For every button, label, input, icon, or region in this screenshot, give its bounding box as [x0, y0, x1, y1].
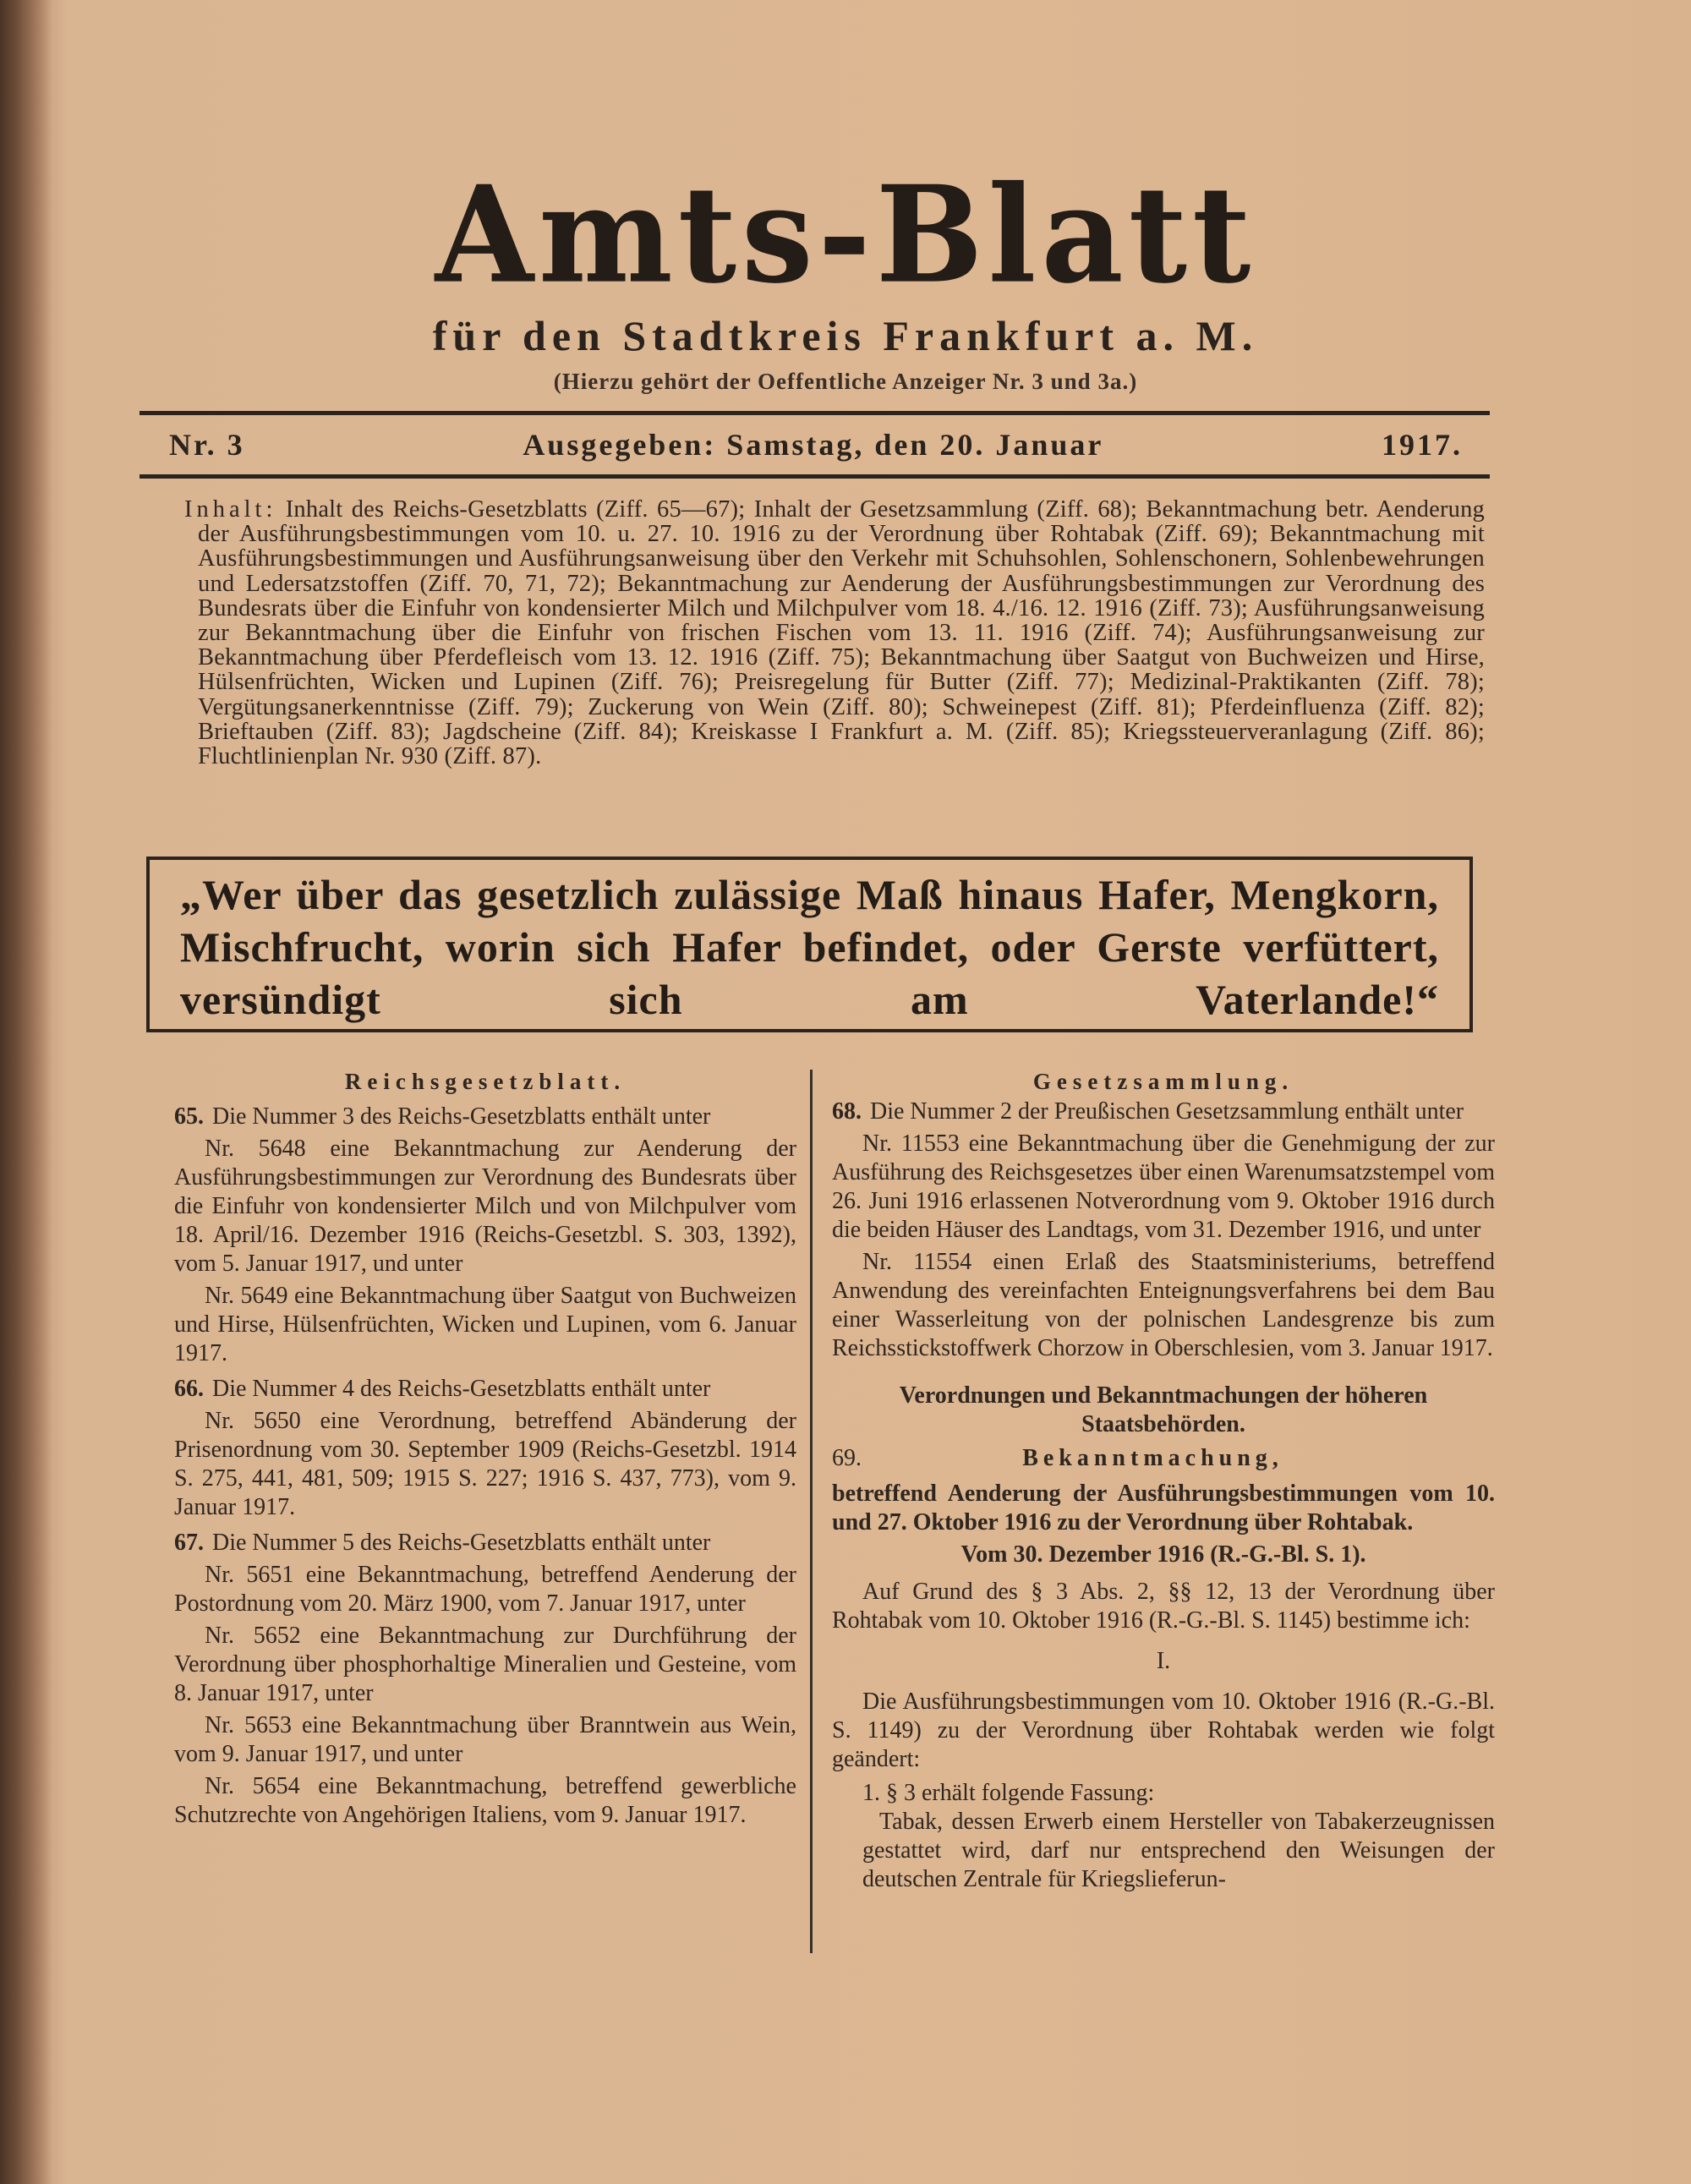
item-text: Die Nummer 4 des Reichs-Gesetzblatts enthält unter — [212, 1376, 711, 1402]
masthead-title: Amts-Blatt — [435, 156, 1256, 314]
entry: Nr. 5650 eine Verordnung, betreffend Abänderung der Prisenordnung vom 30. September 1909 (Reichs-Gesetzbl. 1914 S. 275, 441, 481, 509; 1915 S. 227; 1916 S. 437, 773), vom 9. Januar 1917. — [174, 1408, 796, 1520]
section-heading-authorities: Verordnungen und Bekanntmachungen der höheren Staatsbehörden. — [899, 1382, 1428, 1437]
section-heading: Reichsgesetzblatt. — [344, 1069, 627, 1094]
entry: Nr. 5651 eine Bekanntmachung, betreffend Aenderung der Postordnung vom 20. März 1900, vom 7. Januar 1917, unter — [174, 1562, 796, 1617]
top-rule — [140, 411, 1490, 415]
entry: Nr. 5652 eine Bekanntmachung zur Durchführung der Verordnung über phosphorhaltige Mineralien und Gesteine, vom 8. Januar 1917, unter — [174, 1623, 796, 1706]
preamble: Auf Grund des § 3 Abs. 2, §§ 12, 13 der Verordnung über Rohtabak vom 10. Oktober 1916 (R.-G.-Bl. S. 1145) bestimme ich: — [832, 1579, 1495, 1634]
point-1: 1. § 3 erhält folgende Fassung: — [862, 1780, 1155, 1806]
item-number: 69. — [832, 1445, 862, 1471]
boxed-appeal: „Wer über das gesetzlich zulässige Maß hinaus Hafer, Mengkorn, Mischfrucht, worin sich Hafer befindet, oder Gerste verfüttert, versündigt sich am Vaterlande!“ — [146, 857, 1473, 1032]
item-66 — [174, 1375, 796, 1404]
item-text: Die Nummer 2 der Preußischen Gesetzsammlung enthält unter — [870, 1098, 1464, 1125]
entry: Nr. 11553 eine Bekanntmachung über die Genehmigung der zur Ausführung des Reichsgesetzes über einen Warenumsatzstempel vom 26. Juni 1916 erlassenen Notverordnung vom 9. Oktober 1916 durch die beiden Häuser des Landtags, vom 31. Dezember 1916, und unter — [832, 1130, 1495, 1243]
column-reichsgesetzblatt — [174, 1067, 796, 1830]
issue-date: Ausgegeben: Samstag, den 20. Januar — [523, 428, 1104, 462]
issue-number: Nr. 3 — [169, 428, 245, 462]
table-of-contents — [184, 497, 1485, 769]
item-number: 65. — [174, 1103, 204, 1130]
part-number: I. — [1156, 1648, 1171, 1674]
item-68 — [832, 1097, 1495, 1126]
item-69-header — [832, 1444, 1495, 1473]
issue-line — [169, 427, 1463, 463]
masthead-subtitle: für den Stadtkreis Frankfurt a. M. — [432, 312, 1259, 359]
item-67 — [174, 1529, 796, 1557]
entry: Nr. 11554 einen Erlaß des Staatsministeriums, betreffend Anwendung des vereinfachten Enteignungsverfahrens bei dem Bau einer Wasserleitung von der polnischen Landesgrenze bis zum Reichsstickstoffwerk Chorzow in Oberschlesien, vom 3. Januar 1917. — [832, 1249, 1495, 1361]
intro: Die Ausführungsbestimmungen vom 10. Oktober 1916 (R.-G.-Bl. S. 1149) zu der Verordnung über Rohtabak werden wie folgt geändert: — [832, 1689, 1495, 1772]
header-rule — [140, 474, 1490, 479]
entry: Nr. 5648 eine Bekanntmachung zur Aenderung der Ausführungsbestimmungen zur Verordnung des Bundesrats über die Einfuhr von kondensierter Milch und von Milchpulver vom 18. April/16. Dezember 1916 (Reichs-Gesetzbl. S. 303, 1392), vom 5. Januar 1917, und unter — [174, 1136, 796, 1277]
item-text: Die Nummer 5 des Reichs-Gesetzblatts enthält unter — [212, 1530, 711, 1556]
item-number: 66. — [174, 1376, 204, 1402]
item-number: 67. — [174, 1530, 204, 1556]
entry: Nr. 5649 eine Bekanntmachung über Saatgut von Buchweizen und Hirse, Hülsenfrüchten, Wicken und Lupinen, vom 6. Januar 1917. — [174, 1283, 796, 1366]
item-number: 68. — [832, 1098, 862, 1125]
item-title: Bekanntmachung, — [1022, 1445, 1283, 1471]
item-text: Die Nummer 3 des Reichs-Gesetzblatts enthält unter — [212, 1103, 711, 1130]
issue-year: 1917. — [1382, 428, 1463, 462]
entry: Nr. 5654 eine Bekanntmachung, betreffend gewerbliche Schutzrechte von Angehörigen Italiens, vom 9. Januar 1917. — [174, 1773, 796, 1828]
masthead-supplement: (Hierzu gehört der Oeffentliche Anzeiger Nr. 3 und 3a.) — [553, 369, 1138, 394]
item-subject: betreffend Aenderung der Ausführungsbestimmungen vom 10. und 27. Oktober 1916 zu der Verordnung über Rohtabak. — [832, 1481, 1495, 1535]
column-divider — [810, 1070, 813, 1953]
column-gesetzsammlung — [832, 1067, 1495, 1894]
contents-text: Inhalt des Reichs-Gesetzblatts (Ziff. 65—67); Inhalt der Gesetzsammlung (Ziff. 68); Bekanntmachung betr. Aenderung der Ausführungsbestimmungen vom 10. u. 27. 10. 1916 zu der Verordnung über Rohtabak (Ziff. 69); Bekanntmachung mit Ausführungsbestimmungen und Ausführungsanweisung über den Verkehr mit Schuhsohlen, Sohlenschonern, Sohlenbewehrungen und Ledersatzstoffen (Ziff. 70, 71, 72); Bekanntmachung zur Aenderung der Ausführungsbestimmungen zur Verordnung des Bundesrats über die Einfuhr von kondensierter Milch und Milchpulver vom 18. 4./16. 12. 1916 (Ziff. 73); Ausführungsanweisung zur Bekanntmachung über die Einfuhr von frischen Fischen vom 13. 11. 1916 (Ziff. 74); Ausführungsanweisung zur Bekanntmachung über Pferdefleisch vom 13. 12. 1916 (Ziff. 75); Bekanntmachung über Saatgut von Buchweizen und Hirse, Hülsenfrüchten, Wicken und Lupinen (Ziff. 76); Preisregelung für Butter (Ziff. 77); Medizinal-Praktikanten (Ziff. 78); Vergütungsanerkenntnisse (Ziff. 79); Zuckerung von Wein (Ziff. 80); Schweinepest (Ziff. 81); Pferdeinfluenza (Ziff. 82); Brieftauben (Ziff. 83); Jagdscheine (Ziff. 84); Kreiskasse I Frankfurt a. M. (Ziff. 85); Kriegssteuerveranlagung (Ziff. 86); Fluchtlinienplan Nr. 930 (Ziff. 87). — [198, 496, 1485, 770]
section-heading: Gesetzsammlung. — [1032, 1069, 1294, 1094]
item-date: Vom 30. Dezember 1916 (R.-G.-Bl. S. 1). — [960, 1541, 1366, 1568]
entry: Nr. 5653 eine Bekanntmachung über Branntwein aus Wein, vom 9. Januar 1917, und unter — [174, 1712, 796, 1767]
item-65 — [174, 1103, 796, 1131]
point-1-text: Tabak, dessen Erwerb einem Hersteller von Tabakerzeugnissen gestattet wird, darf nur entsprechend den Weisungen der deutschen Zentrale für Kriegslieferun- — [862, 1809, 1495, 1892]
contents-label: Inhalt: — [184, 496, 277, 523]
